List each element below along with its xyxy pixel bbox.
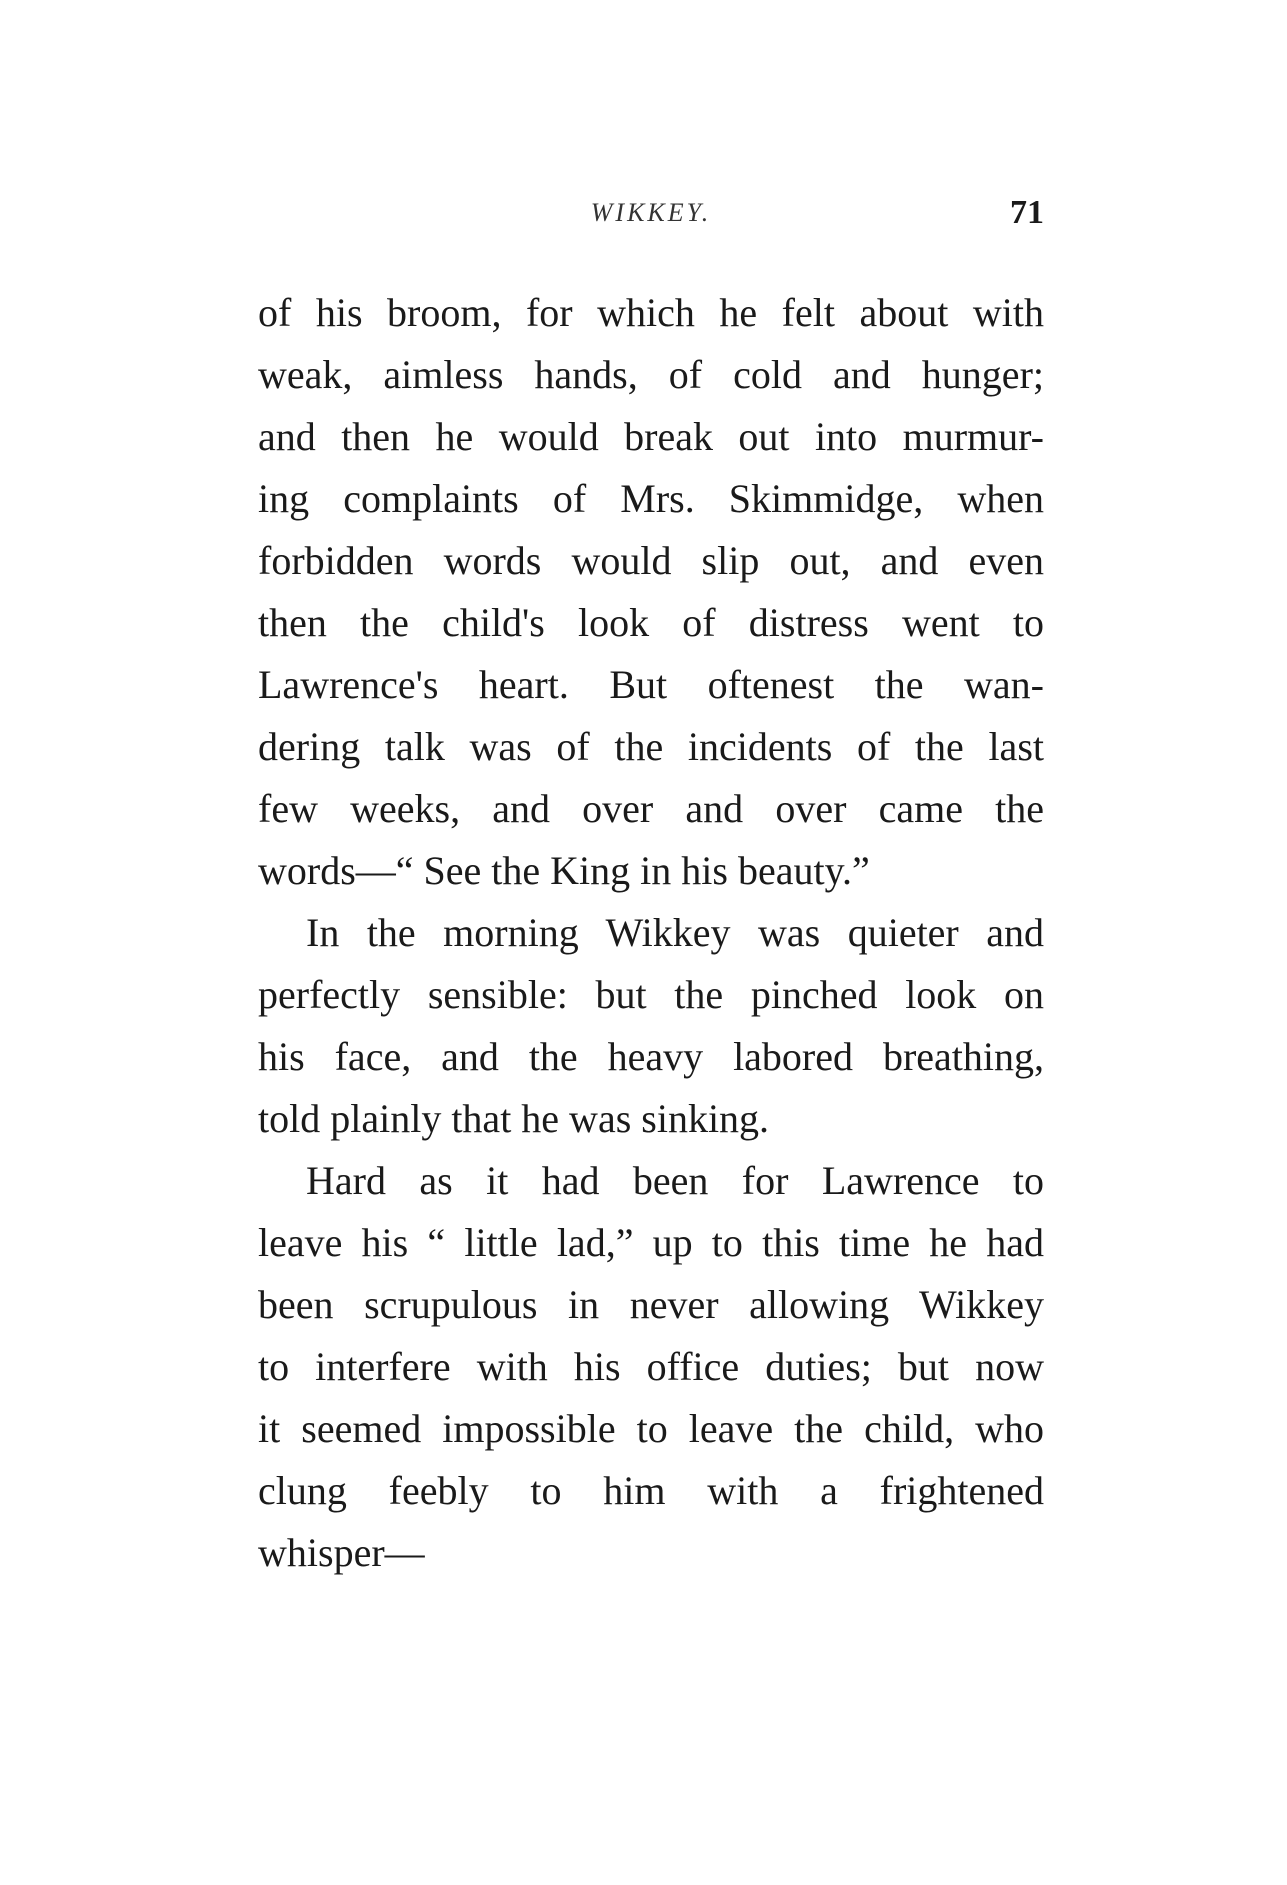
text-line: to interfere with his office duties; but now [258, 1344, 1044, 1389]
text-line: it seemed impossible to leave the child, who [258, 1406, 1044, 1451]
text-line: In the morning Wikkey was quieter and [306, 910, 1044, 955]
text-line: Hard as it had been for Lawrence to [306, 1158, 1044, 1203]
text-line: ing complaints of Mrs. Skimmidge, when [258, 476, 1044, 521]
page-number: 71 [1010, 194, 1044, 231]
text-line: clung feebly to him with a frightened [258, 1468, 1044, 1513]
text-line: told plainly that he was sinking. [258, 1096, 770, 1141]
body-text [258, 282, 1044, 1584]
text-line: weak, aimless hands, of cold and hunger; [258, 352, 1044, 397]
text-line: and then he would break out into murmur- [258, 414, 1044, 459]
text-line: whisper— [258, 1530, 425, 1575]
text-line: Lawrence's heart. But oftenest the wan- [258, 662, 1044, 707]
text-line: then the child's look of distress went to [258, 600, 1044, 645]
running-head [258, 194, 1044, 238]
text-line: been scrupulous in never allowing Wikkey [258, 1282, 1044, 1327]
text-line: dering talk was of the incidents of the last [258, 724, 1044, 769]
paragraph-3 [258, 1150, 1044, 1584]
paragraph-1 [258, 282, 1044, 902]
paragraph-2 [258, 902, 1044, 1150]
text-line: leave his “ little lad,” up to this time he had [258, 1220, 1044, 1265]
text-line: forbidden words would slip out, and even [258, 538, 1044, 583]
text-line: few weeks, and over and over came the [258, 786, 1044, 831]
text-line: his face, and the heavy labored breathing, [258, 1034, 1044, 1079]
text-line: of his broom, for which he felt about with [258, 290, 1044, 335]
text-line: perfectly sensible: but the pinched look on [258, 972, 1044, 1017]
running-title: WIKKEY. [590, 198, 712, 227]
text-line: words—“ See the King in his beauty.” [258, 848, 870, 893]
